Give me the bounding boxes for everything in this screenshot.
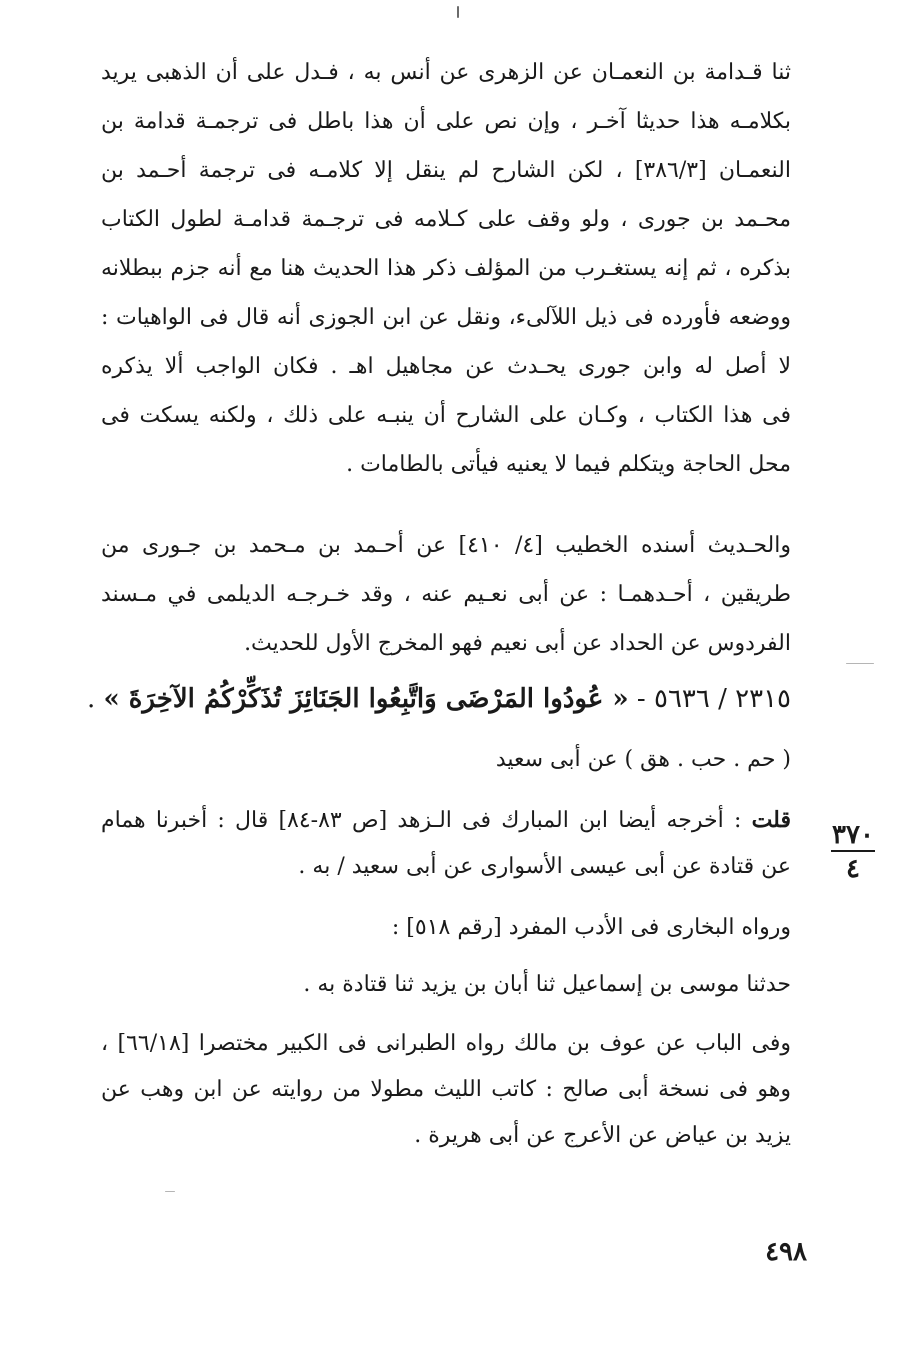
page-number: ٤٩٨ xyxy=(765,1237,807,1267)
commentary-line: بكلامـه هذا حديثا آخـر ، وإن نص على أن هذا باطل فى ترجمـة قدامة بن xyxy=(101,109,791,134)
margin-ref-divider xyxy=(831,850,875,852)
qultu-label: قلت xyxy=(751,807,791,833)
qultu-paragraph xyxy=(101,797,791,890)
hadith-entry xyxy=(86,674,791,724)
isnad-line: حدثنا موسى بن إسماعيل ثنا أبان بن يزيد ثنا قتادة به . xyxy=(303,972,791,997)
scan-speck xyxy=(165,1191,175,1192)
commentary-line: النعمـان [٣٨٦/٣] ، لكن الشارح لم ينقل إلا كلامـه فى ترجمة أحـمد بن xyxy=(101,158,791,183)
margin-volume-page-reference xyxy=(828,820,878,884)
qultu-line-text: : أخرجه أيضا ابن المبارك فى الـزهد [ص ٨٣-٨٤] قال : أخبرنا همام xyxy=(101,808,742,833)
hadith-number: ٢٣١٥ / ٥٦٣٦ - xyxy=(636,684,791,714)
hadith-source-abbreviations: ( حم . حب . هق ) عن أبى سعيد xyxy=(495,747,791,772)
commentary-line: محـمد بن جورى ، ولو وقف على كـلامه فى ترجـمة قدامـة لطول الكتاب xyxy=(101,207,791,232)
commentary-paragraph xyxy=(101,48,791,489)
bab-paragraph xyxy=(101,1021,791,1159)
qultu-line: عن قتادة عن أبى عيسى الأسوارى عن أبى سعيد / به . xyxy=(298,854,791,879)
hadith-sources-paragraph xyxy=(101,521,791,668)
commentary-line: فى هذا الكتاب ، وكـان على الشارح أن ينبـه على ذلك ، ولكنه يسكت فى xyxy=(101,403,791,428)
bab-line: يزيد بن عياض عن الأعرج عن أبى هريرة . xyxy=(414,1123,791,1148)
margin-ref-page: ٣٧٠ xyxy=(832,820,874,850)
commentary-line: محل الحاجة ويتكلم فيما لا يعنيه فيأتى بالطامات . xyxy=(346,452,791,477)
scan-speck xyxy=(457,6,459,18)
hadith-sources-line: والحـديث أسنده الخطيب [٤/ ٤١٠] عن أحـمد بن مـحمد بن جـورى من xyxy=(101,533,791,558)
hadith-end-mark: . xyxy=(86,684,96,714)
bukhari-reference-line: ورواه البخارى فى الأدب المفرد [رقم ٥١٨] : xyxy=(391,915,791,940)
commentary-line: لا أصل له وابن جورى يحـدث عن مجاهيل اهـ . فكان الواجب ألا يذكره xyxy=(101,354,791,379)
hadith-sources-line: الفردوس عن الحداد عن أبى نعيم فهو المخرج الأول للحديث. xyxy=(244,631,791,656)
hadith-sources-line: طريقين ، أحـدهمـا : عن أبى نعـيم عنه ، وقد خـرجـه الديلمى في مـسند xyxy=(101,582,791,607)
margin-ref-volume: ٤ xyxy=(846,854,860,884)
scan-speck xyxy=(846,663,874,664)
hadith-text: « عُودُوا المَرْضَى وَاتَّبِعُوا الجَنَائِزَ تُذَكِّرْكُمُ الآخِرَةَ » xyxy=(103,684,629,714)
bab-line: وفى الباب عن عوف بن مالك رواه الطبرانى فى الكبير مختصرا [٦٦/١٨] ، xyxy=(101,1031,791,1056)
commentary-line: ثنا قـدامة بن النعمـان عن الزهرى عن أنس به ، فـدل على أن الذهبى يريد xyxy=(101,60,791,85)
bab-line: وهو فى نسخة أبى صالح : كاتب الليث مطولا من روايته عن ابن وهب عن xyxy=(101,1077,791,1102)
commentary-line: بذكره ، ثم إنه يستغـرب من المؤلف ذكر هذا الحديث هنا مع أنه جزم ببطلانه xyxy=(101,256,791,281)
commentary-line: ووضعه فأورده فى ذيل اللآلىء، ونقل عن ابن الجوزى أنه قال فى الواهيات : xyxy=(101,305,791,330)
qultu-line xyxy=(101,797,791,844)
